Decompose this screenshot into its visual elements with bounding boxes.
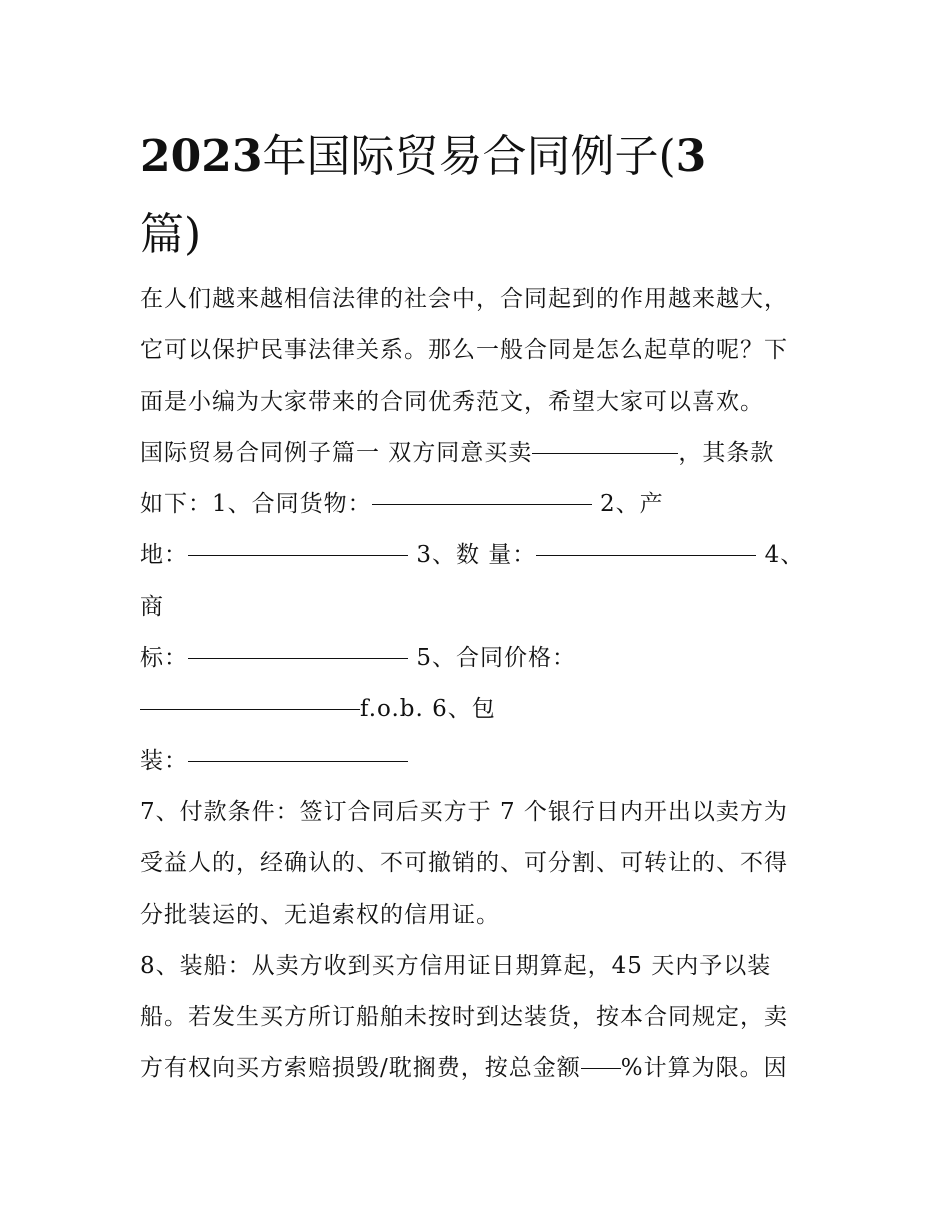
line-text: 地： xyxy=(140,542,188,569)
fill-blank-quantity xyxy=(536,555,756,556)
paragraph-line: 7、付款条件：签订合同后买方于 7 个银行日内开出以卖方为 xyxy=(140,798,788,825)
title-text-line2: 篇) xyxy=(140,209,202,260)
line-text: 5、合同价格： xyxy=(416,645,576,672)
contract-line-item2 xyxy=(140,530,820,581)
contract-line-item4b xyxy=(140,633,820,684)
line-text: f.o.b. 6、包 xyxy=(360,696,496,723)
line-text: %计算为限。因 xyxy=(620,1055,788,1082)
fill-blank-price xyxy=(140,709,360,710)
contract-line-item4: 商 xyxy=(140,593,164,620)
paragraph-line: 分批装运的、无追索权的信用证。 xyxy=(140,901,500,928)
title-year: 2023 xyxy=(140,131,263,182)
line-text: 装： xyxy=(140,747,188,774)
fill-blank-goods xyxy=(532,453,678,454)
fill-blank-packing xyxy=(188,761,408,762)
title-text: 年国际贸易合同例子( xyxy=(262,131,676,182)
paragraph-line: 它可以保护民事法律关系。那么一般合同是怎么起草的呢？下 xyxy=(140,337,788,364)
title-count: 3 xyxy=(675,131,707,182)
document-body xyxy=(140,274,820,1095)
fill-blank-origin xyxy=(188,555,408,556)
line-text: 标： xyxy=(140,645,188,672)
line-text: 国际贸易合同例子篇一 双方同意买卖 xyxy=(140,439,533,466)
fill-blank-percent xyxy=(581,1068,621,1069)
paragraph-line: 在人们越来越相信法律的社会中，合同起到的作用越来越大， xyxy=(140,286,788,312)
paragraph-line: 8、装船：从卖方收到买方信用证日期算起，45 天内予以装 xyxy=(140,952,772,979)
contract-line-price xyxy=(140,684,820,735)
line-text: 方有权向买方索赔损毁/耽搁费，按总金额 xyxy=(140,1055,581,1082)
paragraph-line: 受益人的，经确认的、不可撤销的、可分割、可转让的、不得 xyxy=(140,850,788,877)
line-text: 3、数 量： xyxy=(416,542,537,569)
contract-line-item1 xyxy=(140,479,820,530)
line-text: 如下：1、合同货物： xyxy=(140,491,372,518)
contract-line-packing xyxy=(140,736,820,787)
fill-blank-contract-goods xyxy=(372,504,592,505)
contract-line-goods xyxy=(140,428,820,479)
paragraph-line: 面是小编为大家带来的合同优秀范文，希望大家可以喜欢。 xyxy=(140,388,764,415)
document-title xyxy=(140,118,820,274)
line-text: 4、 xyxy=(764,542,805,569)
line-text: 2、产 xyxy=(599,491,664,518)
contract-line-compensation xyxy=(140,1043,820,1094)
paragraph-line: 船。若发生买方所订船舶未按时到达装货，按本合同规定，卖 xyxy=(140,1004,788,1031)
fill-blank-trademark xyxy=(188,658,408,659)
line-text: ，其条款 xyxy=(678,439,775,466)
